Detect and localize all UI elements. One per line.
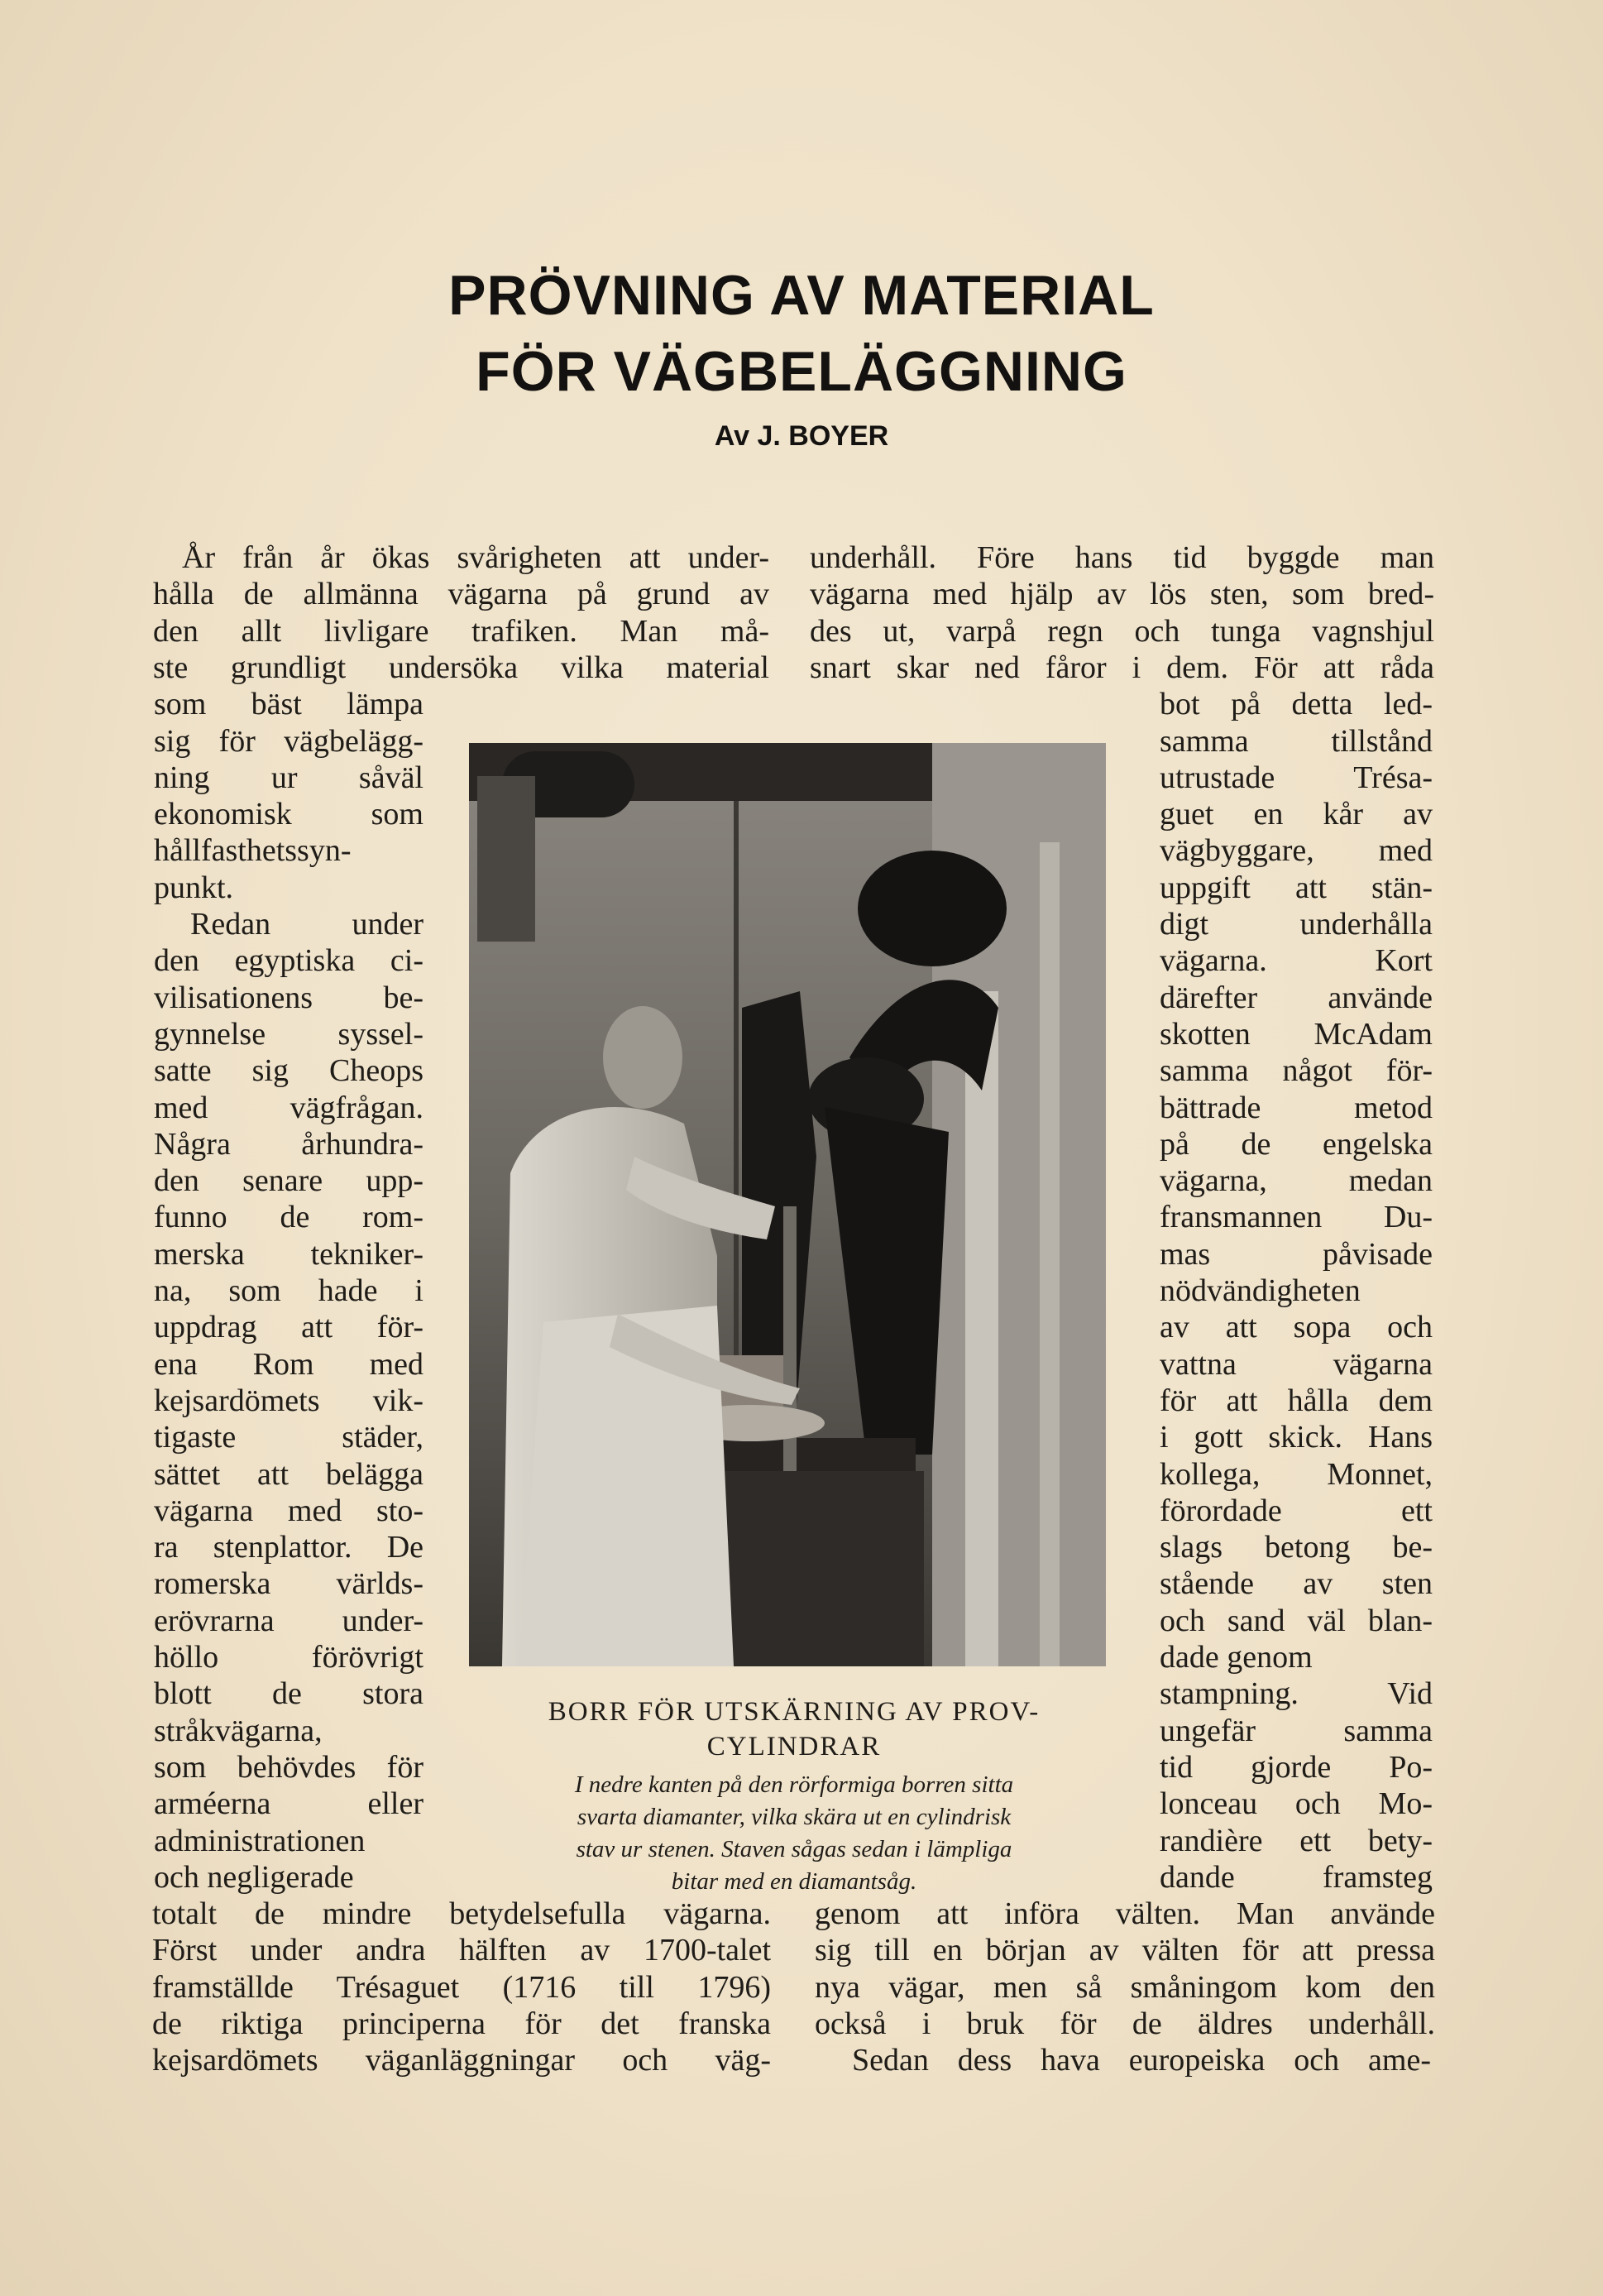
right_column-line: guet en kår av [1160, 797, 1433, 832]
left_column-line: och negligerade [154, 1859, 354, 1895]
right_column-line: uppgift att stän- [1160, 870, 1433, 905]
right_column-line: också i bruk för de äldres underhåll. [815, 2006, 1435, 2041]
right_column-line: Sedan dess hava europeiska och ame- [852, 2043, 1431, 2078]
right_column-line: dande framsteg [1160, 1859, 1433, 1895]
left_column-line: den allt livligare trafiken. Man må- [153, 613, 769, 649]
right_column-line: vägarna, medan [1160, 1163, 1433, 1199]
right_column-line: mas påvisade [1160, 1236, 1433, 1272]
left_column-line: gynnelse syssel- [154, 1016, 423, 1052]
right_column-line: stående av sten [1160, 1566, 1433, 1602]
left_column-line: Först under andra hälften av 1700-talet [152, 1933, 771, 1968]
left_column-line: sättet att belägga [154, 1456, 423, 1492]
right_column-line: nödvändigheten [1160, 1273, 1361, 1308]
caption-text-line: bitar med en diamantsåg. [671, 1868, 917, 1895]
right_column-line: vägarna. Kort [1160, 943, 1433, 979]
left_column-line: arméerna eller [154, 1786, 423, 1822]
right_column-line: genom att införa välten. Man använde [815, 1896, 1435, 1932]
right_column-line: av att sopa och [1160, 1310, 1433, 1345]
right_column-line: bättrade metod [1160, 1090, 1433, 1125]
left_column-line: som behövdes för [154, 1749, 423, 1785]
left_column-line: kejsardömets vik- [154, 1383, 423, 1418]
left_column-line: romerska världs- [154, 1566, 423, 1602]
left_column-line: stråkvägarna, [154, 1713, 323, 1748]
drill-machine-photo [469, 743, 1106, 1666]
right_column-line: digt underhålla [1160, 907, 1433, 942]
right_column-line: des ut, varpå regn och tunga vagnshjul [810, 613, 1434, 649]
right_column-line: ungefär samma [1160, 1713, 1433, 1748]
left_column-line: punkt. [154, 870, 234, 905]
right_column-line: fransmannen Du- [1160, 1200, 1433, 1235]
right_column-line: randière ett bety- [1160, 1823, 1433, 1858]
caption-text-line: svarta diamanter, vilka skära ut en cylindrisk [577, 1804, 1012, 1830]
left_column-line: erövrarna under- [154, 1603, 423, 1638]
right_column-line: på de engelska [1160, 1126, 1433, 1162]
right_column-line: förordade ett [1160, 1493, 1433, 1528]
right_column-line: bot på detta led- [1160, 687, 1433, 722]
right_column-line: utrustade Trésa- [1160, 760, 1433, 795]
right_column-line: samma tillstånd [1160, 723, 1433, 759]
left_column-line: blott de stora [154, 1676, 423, 1712]
right_column-line: för att hålla dem [1160, 1383, 1433, 1418]
left_column-line: framställde Trésaguet (1716 till 1796) [152, 1969, 771, 2005]
left_column-line: som bäst lämpa [154, 687, 423, 722]
caption-text-line: stav ur stenen. Staven sågas sedan i lämpliga [576, 1836, 1012, 1862]
right_column-line: vattna vägarna [1160, 1346, 1433, 1382]
left_column-line: den egyptiska ci- [154, 943, 423, 979]
left_column-line: vägarna med sto- [154, 1493, 423, 1528]
left_column-line: ekonomisk som [154, 797, 423, 832]
left_column-line: Några århundra- [154, 1126, 423, 1162]
left_column-line: administrationen [154, 1823, 366, 1858]
left_column-line: ra stenplattor. De [154, 1530, 423, 1565]
left_column-line: ena Rom med [154, 1346, 423, 1382]
left_column-line: höllo förövrigt [154, 1640, 423, 1675]
caption-text-line: I nedre kanten på den rörformiga borren sitta [574, 1771, 1014, 1798]
left_column-line: hålla de allmänna vägarna på grund av [153, 577, 769, 612]
left_column-line: na, som hade i [154, 1273, 423, 1308]
caption-title-line-2: CYLINDRAR [706, 1732, 882, 1762]
left_column-line: hållfasthetssyn- [154, 833, 352, 869]
right_column-line: snart skar ned fåror i dem. För att råda [810, 649, 1434, 685]
photo-caption-title [476, 1694, 1113, 1764]
left_column-line: År från år ökas svårigheten att under- [182, 540, 769, 575]
right_column-line: lonceau och Mo- [1160, 1786, 1433, 1822]
right_column-line: dade genom [1160, 1640, 1313, 1675]
right_column-line: därefter använde [1160, 980, 1433, 1015]
article-title-line-2: FÖR VÄGBELÄGGNING [476, 340, 1127, 403]
right_column-line: och sand väl blan- [1160, 1603, 1433, 1638]
left_column-line: satte sig Cheops [154, 1053, 423, 1089]
left_column-line: ste grundligt undersöka vilka material [153, 649, 769, 685]
left_column-line: Redan under [190, 907, 423, 942]
right_column-line: tid gjorde Po- [1160, 1749, 1433, 1785]
right_column-line: underhåll. Före hans tid byggde man [810, 540, 1434, 575]
right_column-line: samma något för- [1160, 1053, 1433, 1089]
photo-illustration [469, 743, 1106, 1666]
left_column-line: funno de rom- [154, 1200, 423, 1235]
left_column-line: tigaste städer, [154, 1420, 423, 1455]
article-byline: Av J. BOYER [714, 420, 889, 452]
left_column-line: den senare upp- [154, 1163, 423, 1199]
right_column-line: stampning. Vid [1160, 1676, 1433, 1712]
article-title-line-1: PRÖVNING AV MATERIAL [448, 264, 1155, 327]
right_column-line: kollega, Monnet, [1160, 1456, 1433, 1492]
left_column-line: uppdrag att för- [154, 1310, 423, 1345]
right_column-line: vägbyggare, med [1160, 833, 1433, 869]
right_column-line: vägarna med hjälp av lös sten, som bred- [810, 577, 1434, 612]
left_column-line: merska tekniker- [154, 1236, 423, 1272]
left_column-line: totalt de mindre betydelsefulla vägarna. [152, 1896, 771, 1932]
right_column-line: i gott skick. Hans [1160, 1420, 1433, 1455]
left_column-line: de riktiga principerna för det franska [152, 2006, 771, 2041]
caption-title-line-1: BORR FÖR UTSKÄRNING AV PROV- [548, 1697, 1041, 1727]
left_column-line: sig för vägbelägg- [154, 723, 423, 759]
right_column-line: skotten McAdam [1160, 1016, 1433, 1052]
right_column-line: slags betong be- [1160, 1530, 1433, 1565]
left_column-line: vilisationens be- [154, 980, 423, 1015]
left_column-line: ning ur såväl [154, 760, 423, 795]
right_column-line: nya vägar, men så småningom kom den [815, 1969, 1435, 2005]
right_column-line: sig till en början av välten för att pressa [815, 1933, 1435, 1968]
left_column-line: med vägfrågan. [154, 1090, 423, 1125]
left_column-line: kejsardömets väganläggningar och väg- [152, 2043, 771, 2078]
